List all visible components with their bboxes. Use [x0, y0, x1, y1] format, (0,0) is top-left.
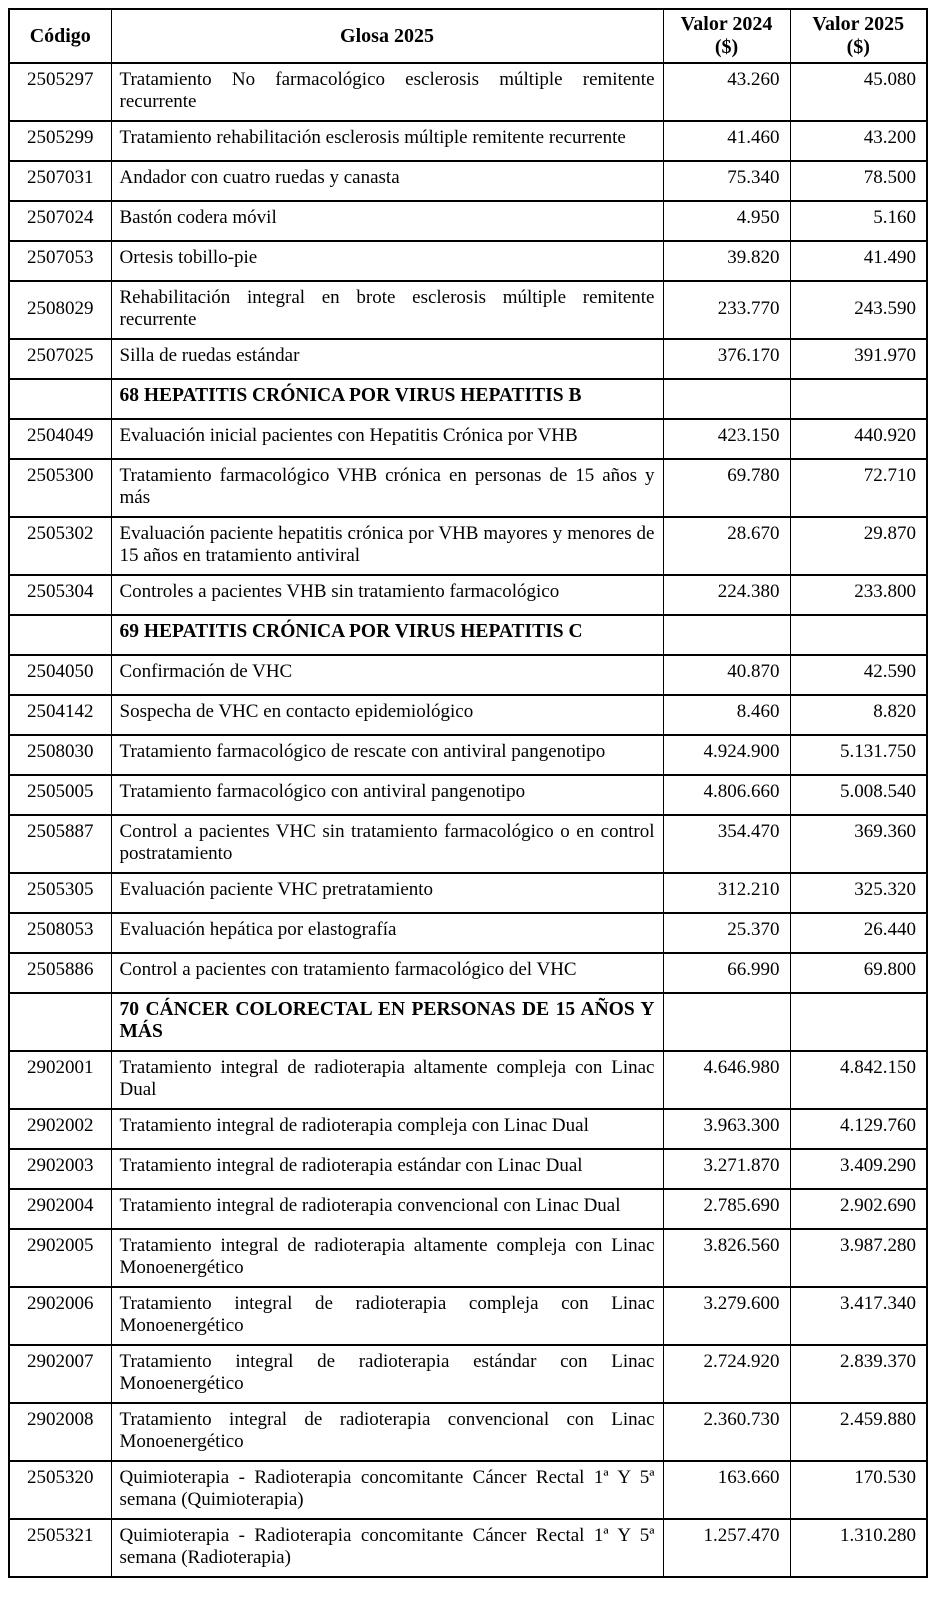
valor-2024-cell [663, 993, 790, 1051]
table-row [9, 655, 927, 695]
valor-2024-cell: 2.785.690 [663, 1189, 790, 1229]
code-cell: 2504142 [9, 695, 111, 735]
valor-2025-cell: 170.530 [790, 1461, 927, 1519]
valor-2024-cell: 69.780 [663, 459, 790, 517]
table-row [9, 63, 927, 121]
valor-2024-cell: 8.460 [663, 695, 790, 735]
valor-2024-cell: 2.360.730 [663, 1403, 790, 1461]
valor-2025-title: Valor 2025 [812, 13, 905, 35]
valor-2025-cell [790, 615, 927, 655]
glosa-cell: Ortesis tobillo-pie [111, 241, 663, 281]
valor-2025-cell: 72.710 [790, 459, 927, 517]
table-row [9, 1229, 927, 1287]
valor-2024-cell: 43.260 [663, 63, 790, 121]
code-cell: 2504050 [9, 655, 111, 695]
glosa-cell: Tratamiento rehabilitación esclerosis múltiple remitente recurrente [111, 121, 663, 161]
valor-2024-cell: 40.870 [663, 655, 790, 695]
code-cell: 2507024 [9, 201, 111, 241]
valor-2025-cell: 391.970 [790, 339, 927, 379]
valor-2025-cell: 8.820 [790, 695, 927, 735]
valor-2025-cell: 3.987.280 [790, 1229, 927, 1287]
col-header-codigo: Código [9, 9, 111, 63]
table-row [9, 1345, 927, 1403]
valor-2025-cell: 5.160 [790, 201, 927, 241]
table-row [9, 1109, 927, 1149]
section-header-row [9, 615, 927, 655]
valor-2024-title: Valor 2024 [680, 13, 773, 35]
valor-2024-cell [663, 615, 790, 655]
table-row [9, 281, 927, 339]
valor-2025-cell: 41.490 [790, 241, 927, 281]
valor-2024-cell: 4.646.980 [663, 1051, 790, 1109]
glosa-cell: 69 HEPATITIS CRÓNICA POR VIRUS HEPATITIS C [111, 615, 663, 655]
code-cell: 2505320 [9, 1461, 111, 1519]
table-row [9, 953, 927, 993]
valor-2025-cell: 440.920 [790, 419, 927, 459]
table-row [9, 161, 927, 201]
code-cell: 2508029 [9, 281, 111, 339]
col-header-glosa: Glosa 2025 [111, 9, 663, 63]
code-cell: 2507053 [9, 241, 111, 281]
valor-2025-cell [790, 993, 927, 1051]
table-row [9, 1461, 927, 1519]
col-header-valor-2025 [790, 9, 927, 63]
table-row [9, 775, 927, 815]
glosa-cell: Quimioterapia - Radioterapia concomitante Cáncer Rectal 1ª Y 5ª semana (Quimioterapia) [111, 1461, 663, 1519]
table-row [9, 1519, 927, 1577]
valor-2024-cell: 75.340 [663, 161, 790, 201]
valor-2024-cell: 4.924.900 [663, 735, 790, 775]
valor-2024-cell: 39.820 [663, 241, 790, 281]
valor-2024-cell: 66.990 [663, 953, 790, 993]
glosa-cell: Evaluación hepática por elastografía [111, 913, 663, 953]
valor-2024-cell: 423.150 [663, 419, 790, 459]
section-header-row [9, 379, 927, 419]
glosa-cell: 68 HEPATITIS CRÓNICA POR VIRUS HEPATITIS B [111, 379, 663, 419]
code-cell [9, 379, 111, 419]
glosa-cell: Control a pacientes VHC sin tratamiento farmacológico o en control postratamiento [111, 815, 663, 873]
glosa-cell: Tratamiento integral de radioterapia estándar con Linac Dual [111, 1149, 663, 1189]
valor-2025-cell: 4.842.150 [790, 1051, 927, 1109]
glosa-cell: Controles a pacientes VHB sin tratamiento farmacológico [111, 575, 663, 615]
valor-2024-cell: 163.660 [663, 1461, 790, 1519]
glosa-cell: Tratamiento integral de radioterapia altamente compleja con Linac Dual [111, 1051, 663, 1109]
code-cell: 2505886 [9, 953, 111, 993]
glosa-cell: Rehabilitación integral en brote esclerosis múltiple remitente recurrente [111, 281, 663, 339]
code-cell: 2505005 [9, 775, 111, 815]
glosa-cell: Tratamiento farmacológico VHB crónica en personas de 15 años y más [111, 459, 663, 517]
code-cell: 2902005 [9, 1229, 111, 1287]
col-header-valor-2024 [663, 9, 790, 63]
valor-2024-cell: 376.170 [663, 339, 790, 379]
valor-2025-cell: 42.590 [790, 655, 927, 695]
header-row [9, 9, 927, 63]
valor-2025-cell: 2.459.880 [790, 1403, 927, 1461]
table-row [9, 873, 927, 913]
valor-2024-cell: 3.271.870 [663, 1149, 790, 1189]
valor-2024-unit: ($) [714, 36, 739, 58]
code-cell: 2902001 [9, 1051, 111, 1109]
valor-2024-cell: 2.724.920 [663, 1345, 790, 1403]
table-row [9, 121, 927, 161]
valor-2025-cell: 233.800 [790, 575, 927, 615]
valor-2024-cell: 25.370 [663, 913, 790, 953]
table-row [9, 575, 927, 615]
code-cell: 2505305 [9, 873, 111, 913]
code-cell: 2902004 [9, 1189, 111, 1229]
valor-2025-cell: 325.320 [790, 873, 927, 913]
glosa-cell: Bastón codera móvil [111, 201, 663, 241]
valor-2025-cell: 5.008.540 [790, 775, 927, 815]
glosa-cell: Evaluación paciente VHC pretratamiento [111, 873, 663, 913]
valor-2025-cell [790, 379, 927, 419]
code-cell: 2505297 [9, 63, 111, 121]
table-row [9, 1189, 927, 1229]
table-row [9, 419, 927, 459]
table-row [9, 459, 927, 517]
valor-2025-cell: 26.440 [790, 913, 927, 953]
tariff-table [8, 8, 928, 1578]
code-cell: 2505302 [9, 517, 111, 575]
valor-2025-cell: 3.417.340 [790, 1287, 927, 1345]
code-cell: 2507025 [9, 339, 111, 379]
code-cell: 2508030 [9, 735, 111, 775]
table-row [9, 201, 927, 241]
valor-2025-cell: 78.500 [790, 161, 927, 201]
valor-2024-cell: 41.460 [663, 121, 790, 161]
code-cell: 2902003 [9, 1149, 111, 1189]
glosa-cell: Tratamiento farmacológico de rescate con antiviral pangenotipo [111, 735, 663, 775]
code-cell: 2505321 [9, 1519, 111, 1577]
code-cell: 2902002 [9, 1109, 111, 1149]
valor-2025-cell: 4.129.760 [790, 1109, 927, 1149]
glosa-cell: Tratamiento farmacológico con antiviral pangenotipo [111, 775, 663, 815]
valor-2024-cell: 4.950 [663, 201, 790, 241]
glosa-cell: Silla de ruedas estándar [111, 339, 663, 379]
valor-2024-cell: 1.257.470 [663, 1519, 790, 1577]
valor-2025-unit: ($) [846, 36, 870, 58]
table-row [9, 1051, 927, 1109]
valor-2024-cell: 224.380 [663, 575, 790, 615]
valor-2024-cell: 4.806.660 [663, 775, 790, 815]
valor-2025-cell: 369.360 [790, 815, 927, 873]
table-row [9, 517, 927, 575]
glosa-cell: 70 CÁNCER COLORECTAL EN PERSONAS DE 15 AÑOS Y MÁS [111, 993, 663, 1051]
code-cell: 2902008 [9, 1403, 111, 1461]
valor-2025-cell: 29.870 [790, 517, 927, 575]
valor-2025-cell: 45.080 [790, 63, 927, 121]
code-cell: 2508053 [9, 913, 111, 953]
code-cell: 2507031 [9, 161, 111, 201]
glosa-cell: Tratamiento integral de radioterapia convencional con Linac Monoenergético [111, 1403, 663, 1461]
code-cell: 2505304 [9, 575, 111, 615]
table-row [9, 1287, 927, 1345]
valor-2025-cell: 5.131.750 [790, 735, 927, 775]
valor-2024-cell: 354.470 [663, 815, 790, 873]
table-row [9, 735, 927, 775]
code-cell [9, 615, 111, 655]
valor-2024-cell [663, 379, 790, 419]
valor-2024-cell: 3.279.600 [663, 1287, 790, 1345]
valor-2024-cell: 3.963.300 [663, 1109, 790, 1149]
glosa-cell: Tratamiento integral de radioterapia altamente compleja con Linac Monoenergético [111, 1229, 663, 1287]
table-body [9, 63, 927, 1577]
valor-2025-cell: 2.902.690 [790, 1189, 927, 1229]
valor-2024-cell: 312.210 [663, 873, 790, 913]
glosa-cell: Evaluación inicial pacientes con Hepatitis Crónica por VHB [111, 419, 663, 459]
glosa-cell: Tratamiento integral de radioterapia compleja con Linac Dual [111, 1109, 663, 1149]
glosa-cell: Tratamiento integral de radioterapia convencional con Linac Dual [111, 1189, 663, 1229]
code-cell: 2902006 [9, 1287, 111, 1345]
table-row [9, 1149, 927, 1189]
glosa-cell: Andador con cuatro ruedas y canasta [111, 161, 663, 201]
valor-2025-cell: 3.409.290 [790, 1149, 927, 1189]
valor-2024-cell: 28.670 [663, 517, 790, 575]
valor-2025-cell: 69.800 [790, 953, 927, 993]
table-row [9, 241, 927, 281]
glosa-cell: Tratamiento integral de radioterapia estándar con Linac Monoenergético [111, 1345, 663, 1403]
table-row [9, 339, 927, 379]
table-row [9, 695, 927, 735]
code-cell: 2505300 [9, 459, 111, 517]
section-header-row [9, 993, 927, 1051]
code-cell: 2505299 [9, 121, 111, 161]
valor-2025-cell: 1.310.280 [790, 1519, 927, 1577]
glosa-cell: Tratamiento No farmacológico esclerosis múltiple remitente recurrente [111, 63, 663, 121]
code-cell: 2902007 [9, 1345, 111, 1403]
glosa-cell: Control a pacientes con tratamiento farmacológico del VHC [111, 953, 663, 993]
glosa-cell: Confirmación de VHC [111, 655, 663, 695]
valor-2024-cell: 3.826.560 [663, 1229, 790, 1287]
glosa-cell: Tratamiento integral de radioterapia compleja con Linac Monoenergético [111, 1287, 663, 1345]
table-row [9, 1403, 927, 1461]
valor-2025-cell: 2.839.370 [790, 1345, 927, 1403]
valor-2025-cell: 243.590 [790, 281, 927, 339]
table-row [9, 815, 927, 873]
table-row [9, 913, 927, 953]
valor-2024-cell: 233.770 [663, 281, 790, 339]
code-cell: 2504049 [9, 419, 111, 459]
valor-2025-cell: 43.200 [790, 121, 927, 161]
glosa-cell: Evaluación paciente hepatitis crónica por VHB mayores y menores de 15 años en tratamiento antiviral [111, 517, 663, 575]
code-cell [9, 993, 111, 1051]
glosa-cell: Sospecha de VHC en contacto epidemiológico [111, 695, 663, 735]
glosa-cell: Quimioterapia - Radioterapia concomitante Cáncer Rectal 1ª Y 5ª semana (Radioterapia) [111, 1519, 663, 1577]
code-cell: 2505887 [9, 815, 111, 873]
